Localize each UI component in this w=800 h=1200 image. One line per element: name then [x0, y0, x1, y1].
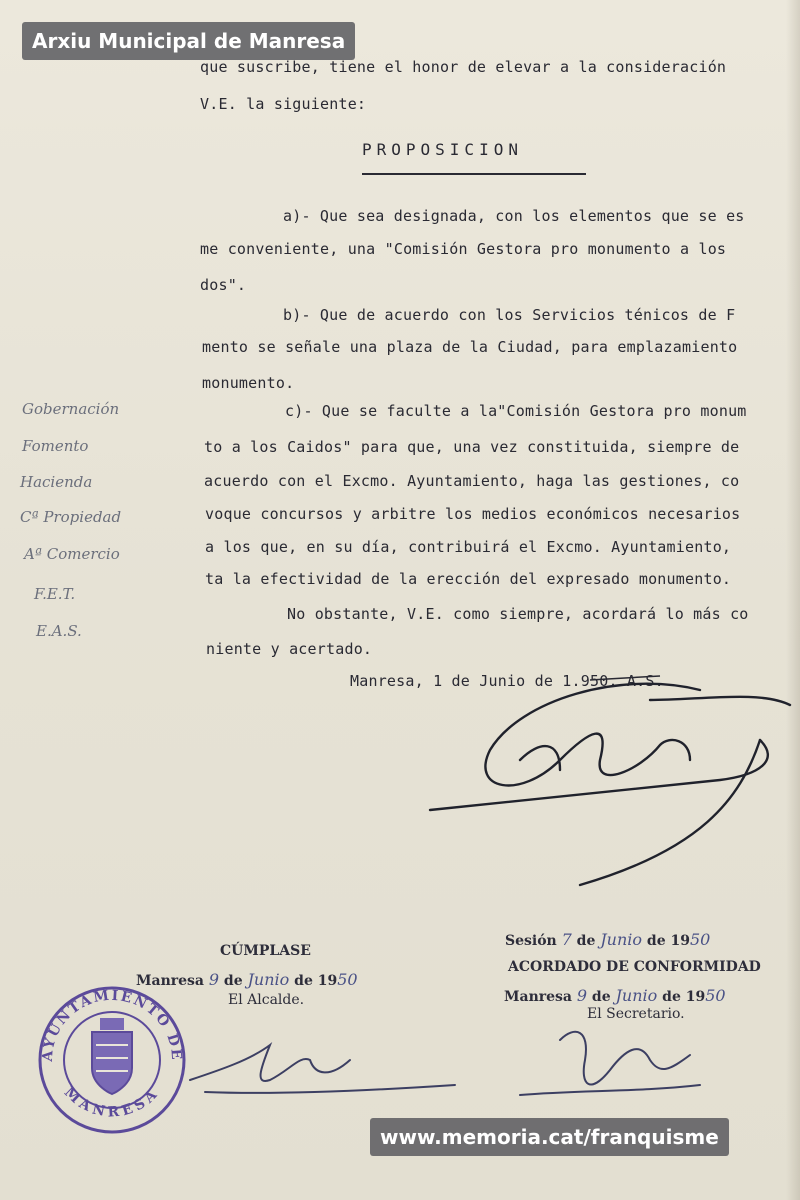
item-b-line-2: mento se señale una plaza de la Ciudad, para emplazamiento	[202, 338, 738, 356]
item-a-line-2: me conveniente, una "Comisión Gestora pro monumento a los	[200, 240, 727, 258]
closing-line-2: niente y acertado.	[206, 640, 373, 658]
margin-note-6: F.E.T.	[34, 585, 76, 603]
right-year-suffix: 50	[705, 986, 726, 1005]
session-month: Junio	[600, 930, 643, 949]
item-c-line-2: to a los Caidos" para que, una vez constituida, siempre de	[204, 438, 740, 456]
acordado-heading: ACORDADO DE CONFORMIDAD	[508, 959, 761, 975]
item-c-line-3: acuerdo con el Excmo. Ayuntamiento, haga las gestiones, co	[204, 472, 740, 490]
right-de-4: de	[662, 989, 681, 1005]
municipal-seal	[40, 988, 185, 1132]
session-year-prefix: 19	[670, 933, 690, 949]
alcalde-label: El Alcalde.	[228, 992, 305, 1008]
session-day: 7	[561, 930, 572, 949]
archive-badge: Arxiu Municipal de Manresa	[22, 22, 355, 60]
margin-note-5: Aª Comercio	[24, 545, 120, 563]
right-year-prefix: 19	[685, 989, 706, 1005]
margin-note-4: Cª Propiedad	[20, 508, 122, 526]
item-c-line-6: ta la efectividad de la erección del expresado monumento.	[205, 570, 732, 588]
session-label: Sesión	[505, 933, 557, 949]
left-de-1: de	[223, 973, 243, 989]
seal-top-text: AYUNTAMIENTO DE	[39, 987, 185, 1063]
closing-line-1: No obstante, V.E. como siempre, acordará lo más co	[287, 605, 749, 623]
item-b-line-3: monumento.	[202, 374, 295, 392]
source-watermark: www.memoria.cat/franquisme	[370, 1118, 729, 1156]
main-signature	[430, 684, 790, 885]
year-strikethrough	[590, 676, 660, 680]
session-de-1: de	[576, 933, 596, 949]
item-c-line-1: c)- Que se faculte a la"Comisión Gestora pro monum	[285, 402, 747, 420]
item-a-line-3: dos".	[200, 276, 247, 294]
right-day: 9	[576, 986, 588, 1005]
seal-bottom-text: MANRESA	[60, 1084, 164, 1121]
cumplase-heading: CÚMPLASE	[220, 943, 311, 959]
alcalde-signature	[190, 1045, 455, 1093]
item-b-line-1: b)- Que de acuerdo con los Servicios ténicos de F	[283, 306, 736, 324]
left-de-2: de	[294, 973, 313, 989]
left-year-suffix: 50	[337, 970, 358, 989]
left-day: 9	[208, 970, 220, 989]
item-c-line-4: voque concursos y arbitre los medios económicos necesarios	[205, 505, 741, 523]
left-month: Junio	[247, 970, 290, 989]
intro-line-2: V.E. la siguiente:	[200, 95, 367, 113]
left-place: Manresa	[136, 973, 204, 989]
margin-note-3: Hacienda	[20, 473, 93, 491]
session-year-suffix: 50	[689, 930, 711, 949]
item-a-line-1: a)- Que sea designada, con los elementos que se es	[283, 207, 745, 225]
document-title: PROPOSICION	[362, 140, 523, 159]
left-year-prefix: 19	[317, 973, 338, 989]
intro-line-1: que suscribe, tiene el honor de elevar a la consideración	[200, 58, 727, 76]
document-date: Manresa, 1 de Junio de 1.950. A.S.	[350, 672, 664, 690]
secretario-label: El Secretario.	[587, 1006, 685, 1022]
margin-note-1: Gobernación	[22, 400, 120, 418]
margin-note-7: E.A.S.	[36, 622, 82, 640]
right-place: Manresa	[504, 989, 572, 1005]
secretario-signature	[520, 1032, 700, 1095]
session-de-2: de	[646, 933, 666, 949]
right-de-3: de	[591, 989, 611, 1005]
right-month: Junio	[615, 986, 658, 1005]
margin-note-2: Fomento	[22, 437, 89, 455]
item-c-line-5: a los que, en su día, contribuirá el Excmo. Ayuntamiento,	[205, 538, 732, 556]
